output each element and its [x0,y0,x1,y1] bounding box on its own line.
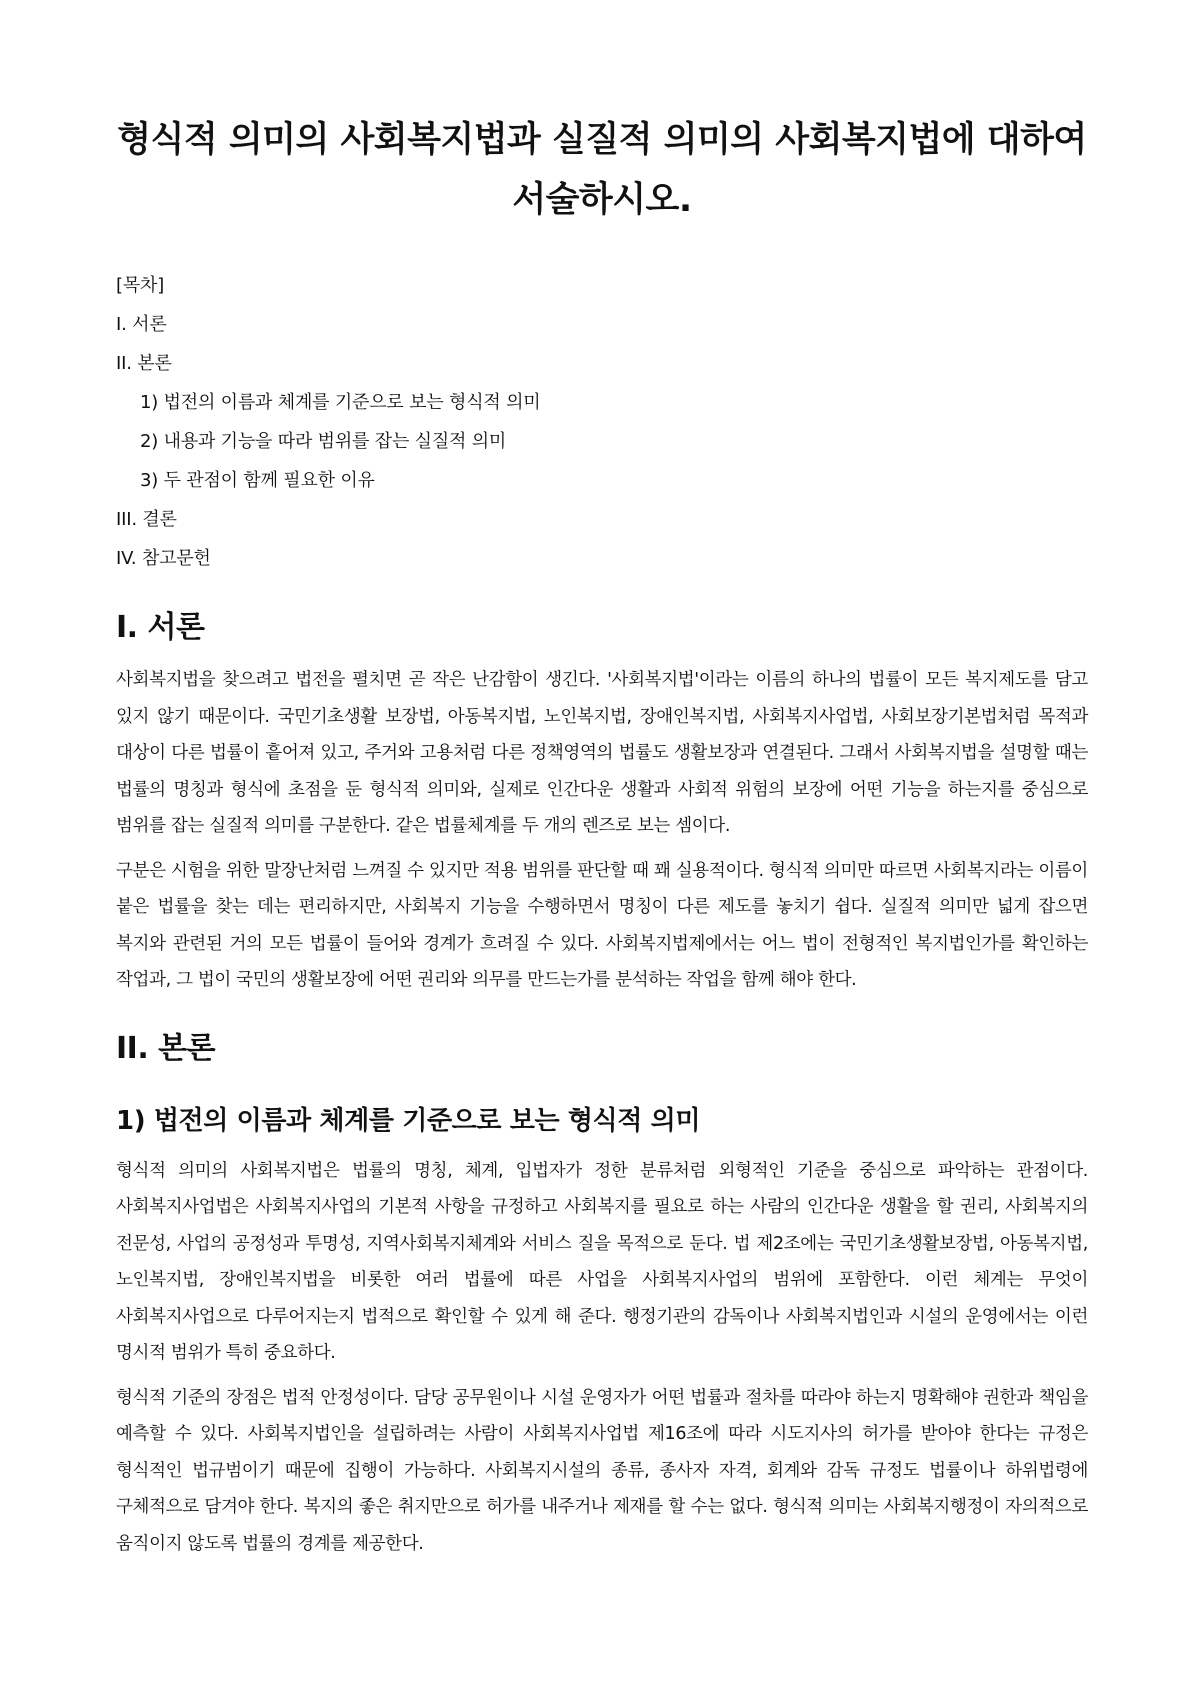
toc-heading: [목차] [116,275,165,296]
intro-paragraph: 사회복지법을 찾으려고 법전을 펼치면 곧 작은 난감함이 생긴다. '사회복지법'이라는 이름의 하나의 법률이 모든 복지제도를 담고 있지 않기 때문이다. 국민기초생활 보장법, 아동복지법, 노인복지법, 장애인복지법, 사회복지사업법, 사회보장기본법처럼 목적과 대상이 다른 법률이 흩어져 있고, 주거와 고용처럼 다른 정책영역의 법률도 생활보장과 연결된다. 그래서 사회복지법을 설명할 때는 법률의 명칭과 형식에 초점을 둔 형식적 의미와, 실제로 인간다운 생활과 사회적 위험의 보장에 어떤 기능을 하는지를 중심으로 범위를 잡는 실질적 의미를 구분한다. 같은 법률체계를 두 개의 렌즈로 보는 셈이다. [116,670,1088,836]
section-heading-body: II. 본론 [116,1030,216,1066]
body-paragraph: 형식적 기준의 장점은 법적 안정성이다. 담당 공무원이나 시설 운영자가 어떤 법률과 절차를 따라야 하는지 명확해야 권한과 책임을 예측할 수 있다. 사회복지법인을 설립하려는 사람이 사회복지사업법 제16조에 따라 시도지사의 허가를 받아야 한다는 규정은 형식적인 법규범이기 때문에 집행이 가능하다. 사회복지시설의 종류, 종사자 자격, 회계와 감독 규정도 법률이나 하위법령에 구체적으로 담겨야 한다. 복지의 좋은 취지만으로 허가를 내주거나 제재를 할 수는 없다. 형식적 의미는 사회복지행정이 자의적으로 움직이지 않도록 법률의 경계를 제공한다. [116,1387,1088,1554]
subsection-heading-formal-meaning: 1) 법전의 이름과 체계를 기준으로 보는 형식적 의미 [116,1105,701,1136]
toc-item-formal-meaning: 1) 법전의 이름과 체계를 기준으로 보는 형식적 의미 [140,392,541,413]
toc-item-both-perspectives: 3) 두 관점이 함께 필요한 이유 [140,470,375,491]
toc-item-body: II. 본론 [116,353,172,374]
intro-paragraph: 구분은 시험을 위한 말장난처럼 느껴질 수 있지만 적용 범위를 판단할 때 꽤 실용적이다. 형식적 의미만 따르면 사회복지라는 이름이 붙은 법률을 찾는 데는 편리하지만, 사회복지 기능을 수행하면서 명칭이 다른 제도를 놓치기 쉽다. 실질적 의미만 넓게 잡으면 복지와 관련된 거의 모든 법률이 들어와 경계가 흐려질 수 있다. 사회복지법제에서는 어느 법이 전형적인 복지법인가를 확인하는 작업과, 그 법이 국민의 생활보장에 어떤 권리와 의무를 만드는가를 분석하는 작업을 함께 해야 한다. [116,860,1088,990]
toc-item-conclusion: III. 결론 [116,509,177,530]
body-paragraph: 형식적 의미의 사회복지법은 법률의 명칭, 체계, 입법자가 정한 분류처럼 외형적인 기준을 중심으로 파악하는 관점이다. 사회복지사업법은 사회복지사업의 기본적 사항을 규정하고 사회복지를 필요로 하는 사람의 인간다운 생활을 할 권리, 사회복지의 전문성, 사업의 공정성과 투명성, 지역사회복지체계와 서비스 질을 목적으로 둔다. 법 제2조에는 국민기초생활보장법, 아동복지법, 노인복지법, 장애인복지법을 비롯한 여러 법률에 따른 사업을 사회복지사업의 범위에 포함한다. 이런 체계는 무엇이 사회복지사업으로 다루어지는지 법적으로 확인할 수 있게 해 준다. 행정기관의 감독이나 사회복지법인과 시설의 운영에서는 이런 명시적 범위가 특히 중요하다. [116,1160,1088,1363]
toc-item-introduction: I. 서론 [116,314,167,335]
toc-item-references: IV. 참고문헌 [116,548,211,569]
section-heading-introduction: I. 서론 [116,610,205,645]
document-title: 형식적 의미의 사회복지법과 실질적 의미의 사회복지법에 대하여 서술하시오. [117,120,1087,220]
toc-item-substantive-meaning: 2) 내용과 기능을 따라 범위를 잡는 실질적 의미 [140,431,507,452]
table-of-contents [116,266,1088,578]
